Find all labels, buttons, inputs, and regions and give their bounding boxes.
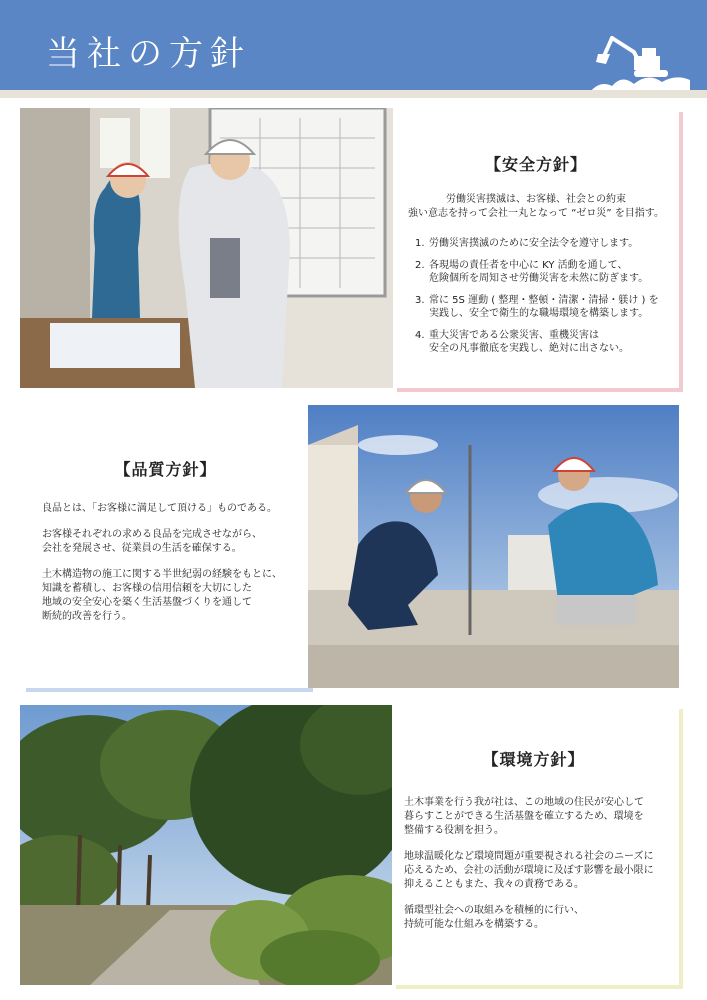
quality-policy-body xyxy=(42,502,289,624)
policy-text: 労働災害撲滅のために安全法令を遵守します。 xyxy=(429,238,639,249)
list-item xyxy=(415,259,667,285)
policy-number: 4. xyxy=(415,330,425,341)
policy-number: 2. xyxy=(415,260,425,271)
policy-text: 重大災害である公衆災害、重機災害は 安全の凡事徹底を実践し、絶対に出さない。 xyxy=(429,330,629,354)
quality-policy-card xyxy=(22,405,309,688)
list-item xyxy=(415,329,667,355)
safety-policy-card xyxy=(393,108,679,388)
excavator-icon xyxy=(590,30,690,92)
environment-paragraph: 地球温暖化など環境問題が重要視される社会のニーズに 応えるため、会社の活動が環境に及ぼす影響を最小限に 抑えることもまた、我々の責務である。 xyxy=(404,851,654,890)
quality-paragraph: 良品とは、「お客様に満足して頂ける」ものである。 xyxy=(42,503,277,514)
office-meeting-photo xyxy=(20,108,393,388)
quality-policy-title: 【品質方針】 xyxy=(114,460,217,479)
header-strip xyxy=(0,90,707,98)
policy-text: 各現場の責任者を中心に KY 活動を通して、 危険個所を周知させ労働災害を未然に防ぎます。 xyxy=(429,260,649,284)
site-survey-photo xyxy=(308,405,679,688)
environment-policy-title: 【環境方針】 xyxy=(482,750,585,769)
safety-intro-line-2: 強い意志を持って会社一丸となって “ゼロ災” を目指す。 xyxy=(408,208,664,219)
park-path-photo xyxy=(20,705,392,985)
safety-intro xyxy=(405,193,667,221)
page-header xyxy=(0,0,707,90)
policy-number: 1. xyxy=(415,238,425,249)
quality-paragraph: お客様それぞれの求める良品を完成させながら、 会社を発展させ、従業員の生活を確保する。 xyxy=(42,529,262,554)
environment-policy-body xyxy=(404,796,663,932)
policy-number: 3. xyxy=(415,295,425,306)
safety-policy-title: 【安全方針】 xyxy=(484,155,587,174)
safety-policy-list xyxy=(405,237,667,355)
policy-text: 常に 5S 運動 ( 整理・整頓・清潔・清掃・躾け ) を 実践し、安全で衛生的な職場環境を構築します。 xyxy=(429,295,659,319)
environment-policy-card xyxy=(392,705,679,985)
safety-intro-line-1: 労働災害撲滅は、お客様、社会との約束 xyxy=(446,194,626,205)
environment-paragraph: 土木事業を行う我が社は、この地域の住民が安心して 暮らすことができる生活基盤を確立するため、環境を 整備する役割を担う。 xyxy=(404,797,644,836)
quality-paragraph: 土木構造物の施工に関する半世紀弱の経験をもとに、 知識を蓄積し、お客様の信用信頼を大切にした 地域の安全安心を築く生活基盤づくりを通して 断続的改善を行う。 xyxy=(42,569,282,622)
list-item xyxy=(415,294,667,320)
page-title: 当社の方針 xyxy=(46,34,251,74)
environment-paragraph: 循環型社会への取組みを積極的に行い、 持続可能な仕組みを構築する。 xyxy=(404,905,584,930)
list-item xyxy=(415,237,667,250)
